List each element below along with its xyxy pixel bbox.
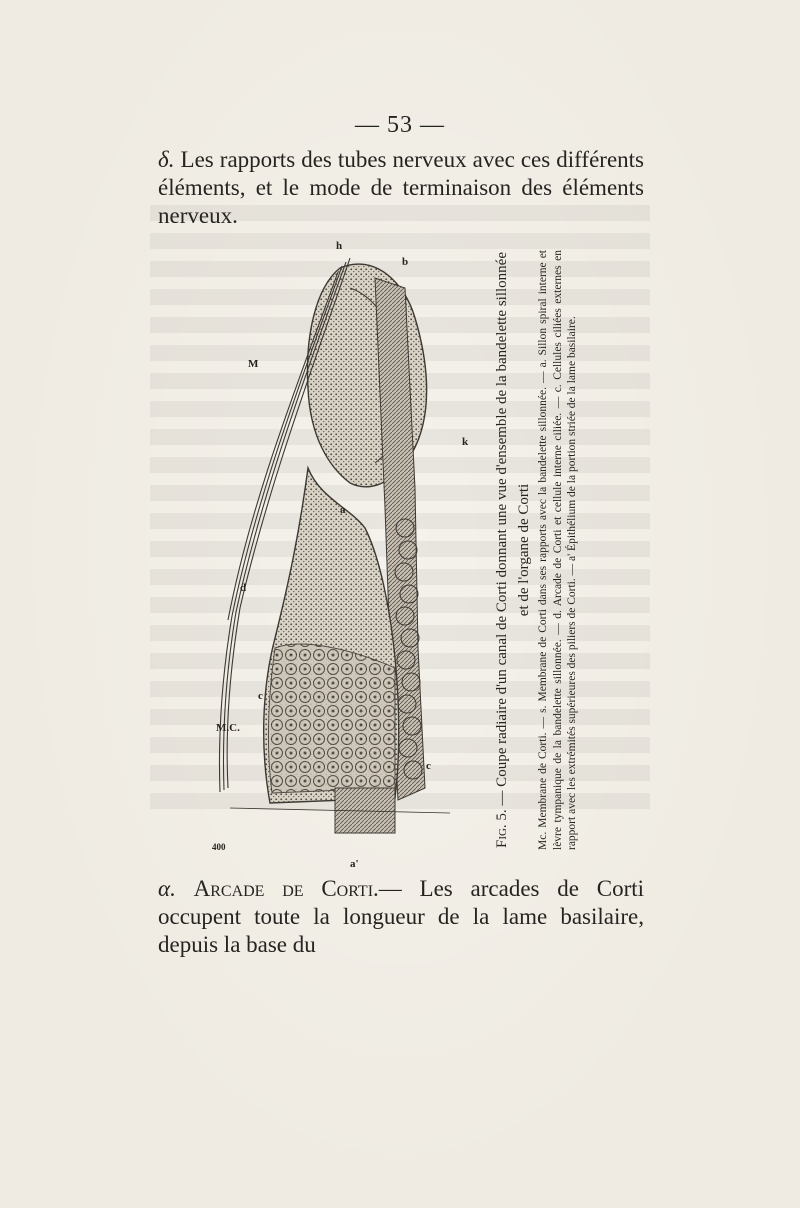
page-number: — 53 — [355, 112, 445, 138]
figure-number: Fig. 5. [494, 809, 510, 849]
figure-caption-line1: — Coupe radiaire d'un canal de Corti donnant une vue d'ensemble de la bandelette sillonnée [494, 252, 510, 810]
figure-label-k: k [462, 436, 469, 448]
figure-caption [491, 250, 535, 850]
figure-label-m: M [248, 358, 259, 370]
top-paragraph [158, 146, 644, 230]
bottom-paragraph-text: — Les arcades de Corti occupent toute la longueur de la lame basilaire, depuis la base du [158, 876, 645, 957]
figure-label-d: d [240, 582, 247, 594]
corti-illustration [200, 228, 480, 848]
top-paragraph-text: Les rapports des tubes nerveux avec ces différents éléments, et le mode de terminaison des éléments nerveux. [158, 147, 644, 228]
figure-legend: Mc. Membrane de Corti. — s. Membrane de Corti dans ses rapports avec la bandelette sillonnée. — a. Sillon spiral interne et lèvre tympanique de la bandelette sillonnée. — d. Arcade de Corti et cellule interne ciliée. — c. Cellules ciliées externes en rapport avec les extrémités supérieures des piliers de Corti. — a' Épithélium de la portion striée de la lame basilaire. [537, 250, 578, 850]
figure-label-mc: M.C. [216, 722, 240, 734]
figure-label-c2: c [426, 760, 431, 772]
section-greek-letter: α. [158, 876, 176, 901]
figure-label-b: b [402, 256, 409, 268]
figure-label-scale: 400 [212, 842, 226, 852]
section-symbol: δ. [158, 147, 175, 172]
figure-label-a: a [340, 504, 346, 516]
bottom-paragraph [158, 875, 644, 959]
figure-caption-line2: et de l'organe de Corti [516, 483, 532, 617]
figure-label-a-prime: a' [350, 858, 359, 870]
figure-label-c: c [258, 690, 263, 702]
figure-label-h: h [336, 240, 343, 252]
section-heading: Arcade de Corti. [193, 876, 379, 901]
